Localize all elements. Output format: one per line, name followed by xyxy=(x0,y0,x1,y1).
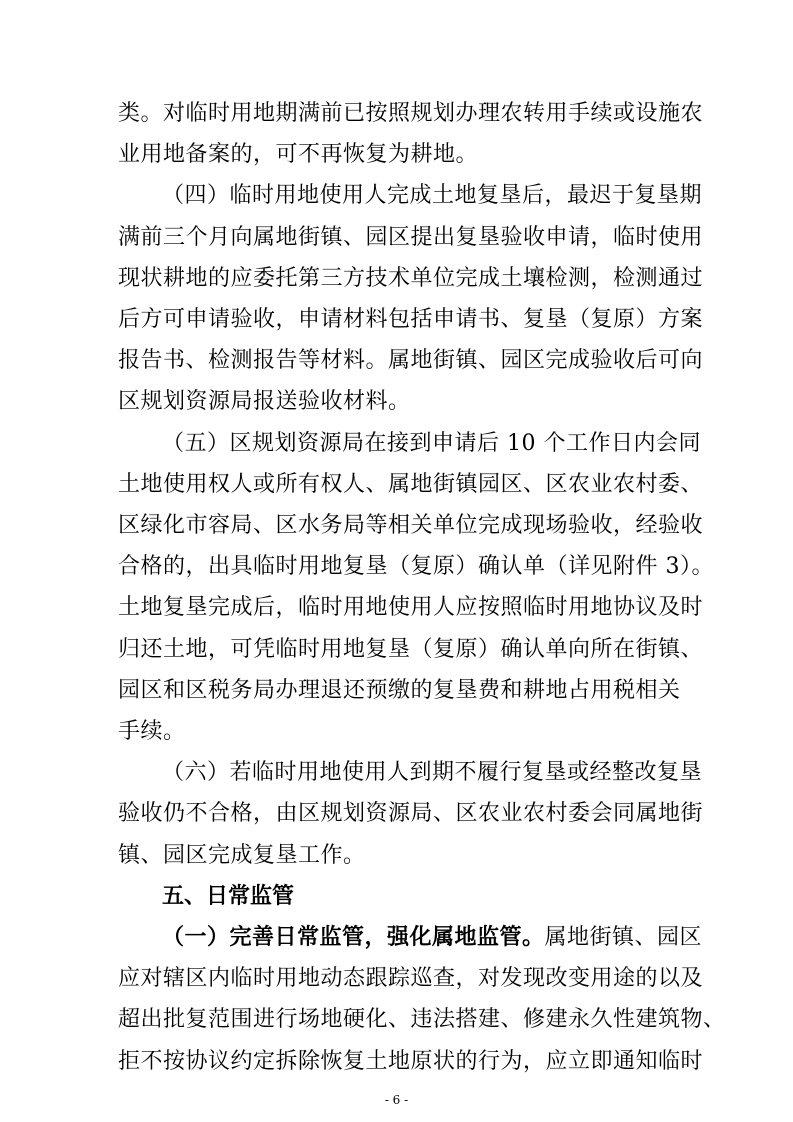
text-line: 报告书、检测报告等材料。属地街镇、园区完成验收后可向 xyxy=(118,348,704,373)
text-line: 应对辖区内临时用地动态跟踪巡查，对发现改变用途的以及 xyxy=(118,966,704,991)
text-line: 手续。 xyxy=(118,719,186,744)
paragraph-start: （六）若临时用地使用人到期不履行复垦或经整改复垦 xyxy=(162,760,703,785)
text-line: 镇、园区完成复垦工作。 xyxy=(118,843,366,868)
text-line: 业用地备案的，可不再恢复为耕地。 xyxy=(118,142,479,167)
text-line: 土地使用权人或所有权人、属地街镇园区、区农业农村委、 xyxy=(118,472,704,497)
text-line: 现状耕地的应委托第三方技术单位完成土壤检测，检测通过 xyxy=(118,266,704,291)
paragraph-start: （四）临时用地使用人完成土地复垦后，最迟于复垦期 xyxy=(162,183,703,208)
lead-rest-text: 属地街镇、园区 xyxy=(544,925,703,950)
text-line: 拒不按协议约定拆除恢复土地原状的行为，应立即通知临时 xyxy=(118,1049,704,1074)
bold-lead-text: （一）完善日常监管，强化属地监管。 xyxy=(162,925,545,950)
page-number: - 6 - xyxy=(384,1093,409,1107)
text-line: 区绿化市容局、区水务局等相关单位完成现场验收，经验收 xyxy=(118,513,704,538)
text-line: 土地复垦完成后，临时用地使用人应按照临时用地协议及时 xyxy=(118,595,704,620)
text-line: 区规划资源局报送验收材料。 xyxy=(118,389,411,414)
paragraph-start: （五）区规划资源局在接到申请后 10 个工作日内会同 xyxy=(162,431,701,456)
paragraph-start xyxy=(162,924,703,952)
section-heading: 五、日常监管 xyxy=(162,884,295,909)
text-line: 归还土地，可凭临时用地复垦（复原）确认单向所在街镇、 xyxy=(118,637,704,662)
text-line: 验收仍不合格，由区规划资源局、区农业农村委会同属地街 xyxy=(118,801,704,826)
text-line: 后方可申请验收，申请材料包括申请书、复垦（复原）方案 xyxy=(118,307,704,332)
text-line: 类。对临时用地期满前已按照规划办理农转用手续或设施农 xyxy=(118,101,704,126)
text-line: 超出批复范围进行场地硬化、违法搭建、修建永久性建筑物、 xyxy=(118,1007,726,1032)
text-line: 园区和区税务局办理退还预缴的复垦费和耕地占用税相关 xyxy=(118,678,681,703)
text-line: 合格的，出具临时用地复垦（复原）确认单（详见附件 3）。 xyxy=(118,554,714,579)
text-line: 满前三个月向属地街镇、园区提出复垦验收申请，临时使用 xyxy=(118,225,704,250)
